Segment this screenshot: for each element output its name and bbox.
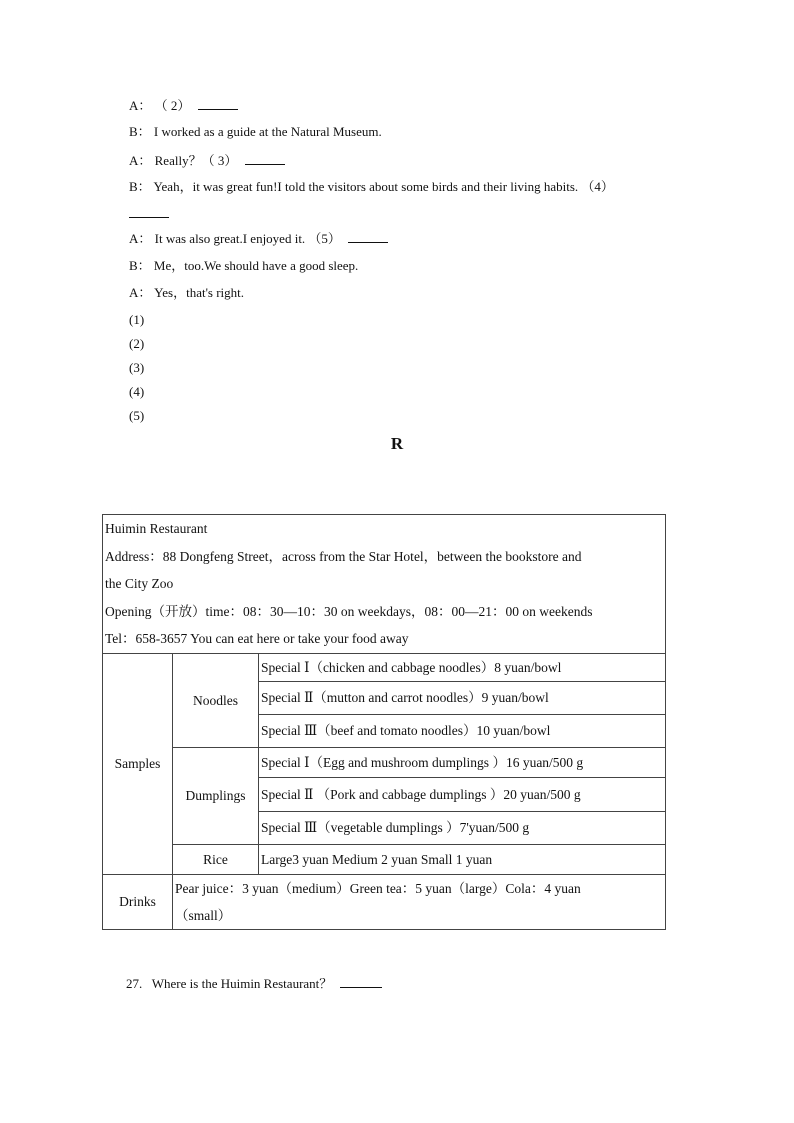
dialogue-line-4 [129, 179, 614, 195]
answer-number-2: (2) [129, 336, 145, 351]
answer-blank[interactable] [198, 97, 238, 110]
drinks-cell [173, 874, 666, 929]
answer-blank[interactable] [129, 205, 169, 218]
question-number: 27. [126, 976, 143, 991]
answer-number-5: (5) [129, 408, 145, 423]
speaker-label: A： [129, 285, 152, 300]
dialogue-text: Really？（ 3） [154, 153, 238, 168]
answer-blank[interactable] [340, 975, 382, 988]
dialogue-line-1 [129, 97, 238, 114]
table-row [103, 844, 666, 874]
dialogue-text: Yeah，it was great fun!I told the visitors about some birds and their living habits. （4） [153, 179, 614, 194]
dialogue-line-2 [129, 124, 382, 140]
table-row [103, 653, 666, 681]
dialogue-text: （ 2） [154, 98, 191, 113]
restaurant-menu-table [102, 514, 666, 930]
noodles-item: Special Ⅰ（chicken and cabbage noodles）8 yuan/bowl [259, 653, 666, 681]
restaurant-address: Address：88 Dongfeng Street，across from the Star Hotel，between the bookstore and [105, 548, 582, 564]
drinks-prices: Pear juice：3 yuan（medium）Green tea：5 yuan（large）Cola：4 yuan [175, 880, 581, 896]
dialogue-line-3 [129, 152, 285, 169]
speaker-label: A： [129, 231, 152, 246]
dumplings-label: Dumplings [173, 747, 259, 844]
answer-blank[interactable] [245, 152, 285, 165]
restaurant-tel: Tel：658-3657 You can eat here or take your food away [105, 631, 409, 646]
speaker-label: B： [129, 124, 151, 139]
table-row [103, 874, 666, 929]
dialogue-text: Me，too.We should have a good sleep. [153, 258, 359, 273]
dialogue-line-5 [129, 230, 388, 247]
answer-number-4: (4) [129, 384, 145, 399]
rice-label: Rice [173, 844, 259, 874]
question-27 [126, 975, 382, 992]
restaurant-address-cont: the City Zoo [105, 576, 174, 591]
dialogue-text: I worked as a guide at the Natural Museum. [153, 124, 382, 139]
noodles-label: Noodles [173, 653, 259, 747]
dumplings-item: Special Ⅱ （Pork and cabbage dumplings ）20 yuan/500 g [259, 777, 666, 811]
dialogue-text: It was also great.I enjoyed it. （5） [154, 231, 341, 246]
answer-number-1: (1) [129, 312, 145, 327]
drinks-prices-cont: （small） [175, 907, 232, 923]
dialogue-line-6 [129, 258, 358, 274]
samples-label: Samples [103, 653, 173, 874]
answer-number-3: (3) [129, 360, 145, 375]
restaurant-name: Huimin Restaurant [105, 521, 208, 536]
restaurant-info-cell [103, 515, 666, 654]
speaker-label: A： [129, 153, 152, 168]
speaker-label: B： [129, 179, 151, 194]
speaker-label: B： [129, 258, 151, 273]
rice-prices: Large3 yuan Medium 2 yuan Small 1 yuan [259, 844, 666, 874]
section-heading: R [390, 434, 404, 453]
dialogue-line-4-blank [129, 205, 169, 222]
noodles-item: Special Ⅱ（mutton and carrot noodles）9 yuan/bowl [259, 681, 666, 714]
restaurant-opening: Opening（开放）time：08：30—10：30 on weekdays，08：00—21：00 on weekends [105, 603, 593, 619]
table-row [103, 747, 666, 777]
restaurant-info-row [103, 515, 666, 654]
drinks-label: Drinks [103, 874, 173, 929]
speaker-label: A： [129, 98, 152, 113]
answer-blank[interactable] [348, 230, 388, 243]
dialogue-line-7 [129, 285, 244, 301]
question-text: Where is the Huimin Restaurant？ [151, 976, 333, 991]
dialogue-text: Yes，that's right. [154, 285, 245, 300]
dumplings-item: Special Ⅲ（vegetable dumplings ）7'yuan/500 g [259, 811, 666, 844]
dumplings-item: Special Ⅰ（Egg and mushroom dumplings ）16 yuan/500 g [259, 747, 666, 777]
noodles-item: Special Ⅲ（beef and tomato noodles）10 yuan/bowl [259, 714, 666, 747]
